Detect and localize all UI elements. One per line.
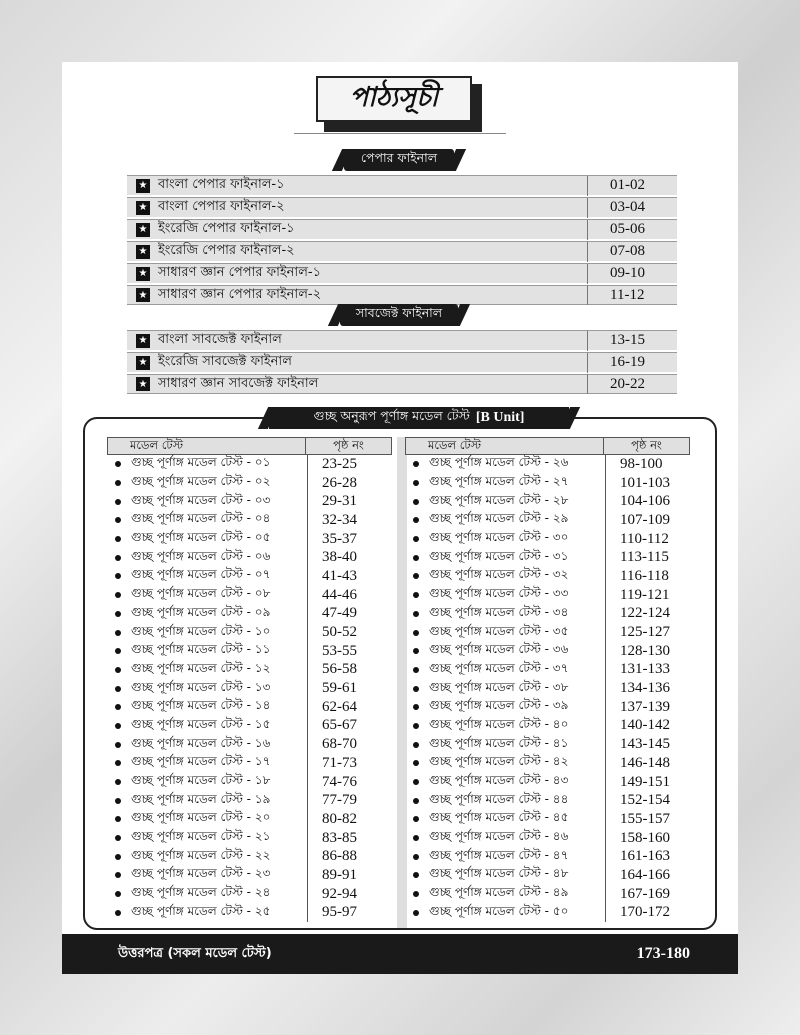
- model-test-row[interactable]: [405, 492, 690, 511]
- title-block: [316, 76, 484, 134]
- column-header-page: পৃষ্ঠ নং: [603, 438, 689, 454]
- model-test-name: গুচ্ছ পূর্ণাঙ্গ মডেল টেস্ট - ৩৮: [429, 679, 569, 694]
- model-test-row[interactable]: [107, 679, 392, 698]
- model-test-pages: 23-25: [307, 455, 392, 474]
- toc-row-pages: 16-19: [587, 353, 677, 373]
- bullet-icon: [115, 760, 121, 766]
- bullet-icon: [115, 536, 121, 542]
- toc-row-label: ইংরেজি পেপার ফাইনাল-১: [158, 221, 295, 236]
- toc-row-label: বাংলা পেপার ফাইনাল-১: [158, 177, 285, 192]
- bullet-icon: [413, 854, 419, 860]
- column-header: [405, 437, 690, 455]
- section-heading-subject-final: সাবজেক্ট ফাইনাল: [340, 304, 458, 326]
- bullet-icon: [413, 648, 419, 654]
- bullet-icon: [413, 891, 419, 897]
- bullet-icon: [115, 835, 121, 841]
- model-test-column-right: [405, 437, 690, 921]
- model-test-pages: 95-97: [307, 904, 392, 923]
- column-header: [107, 437, 392, 455]
- model-test-pages: 152-154: [605, 791, 690, 810]
- model-test-row[interactable]: [107, 567, 392, 586]
- bullet-icon: [115, 816, 121, 822]
- model-test-row[interactable]: [405, 829, 690, 848]
- toc-row-label: বাংলা পেপার ফাইনাল-২: [158, 199, 285, 214]
- toc-row-pages: 13-15: [587, 331, 677, 351]
- model-test-row[interactable]: [107, 810, 392, 829]
- model-test-pages: 77-79: [307, 791, 392, 810]
- model-test-pages: 122-124: [605, 605, 690, 624]
- model-test-pages: 89-91: [307, 866, 392, 885]
- model-test-name: গুচ্ছ পূর্ণাঙ্গ মডেল টেস্ট - ১৭: [131, 754, 271, 769]
- model-test-pages: 38-40: [307, 548, 392, 567]
- model-test-pages: 74-76: [307, 773, 392, 792]
- bullet-icon: [115, 573, 121, 579]
- model-test-pages: 53-55: [307, 642, 392, 661]
- bullet-icon: [115, 611, 121, 617]
- model-test-name: গুচ্ছ পূর্ণাঙ্গ মডেল টেস্ট - ১৬: [131, 735, 271, 750]
- model-test-name: গুচ্ছ পূর্ণাঙ্গ মডেল টেস্ট - ২৫: [131, 903, 271, 918]
- bullet-icon: [413, 798, 419, 804]
- model-test-name: গুচ্ছ পূর্ণাঙ্গ মডেল টেস্ট - ৪৪: [429, 791, 569, 806]
- model-test-column-left: [107, 437, 392, 921]
- model-test-row[interactable]: [405, 904, 690, 923]
- star-icon: ★: [136, 288, 150, 302]
- bullet-icon: [115, 499, 121, 505]
- model-test-pages: 107-109: [605, 511, 690, 530]
- model-test-row[interactable]: [107, 717, 392, 736]
- model-test-row[interactable]: [107, 754, 392, 773]
- model-test-name: গুচ্ছ পূর্ণাঙ্গ মডেল টেস্ট - ২০: [131, 810, 271, 825]
- model-test-name: গুচ্ছ পূর্ণাঙ্গ মডেল টেস্ট - ১২: [131, 660, 271, 675]
- model-test-heading-text: গুচ্ছ অনুরূপ পূর্ণাঙ্গ মডেল টেস্ট: [313, 408, 470, 423]
- toc-page: [62, 62, 738, 974]
- model-test-row[interactable]: [405, 735, 690, 754]
- toc-row-pages: 07-08: [587, 242, 677, 262]
- model-test-name: গুচ্ছ পূর্ণাঙ্গ মডেল টেস্ট - ০৮: [131, 586, 271, 601]
- bullet-icon: [413, 910, 419, 916]
- model-test-row[interactable]: [405, 511, 690, 530]
- toc-row-pages: 20-22: [587, 374, 677, 394]
- bullet-icon: [115, 461, 121, 467]
- model-test-pages: 137-139: [605, 698, 690, 717]
- answer-sheet-pages: 173-180: [636, 945, 690, 962]
- star-icon: ★: [136, 334, 150, 348]
- model-test-pages: 83-85: [307, 829, 392, 848]
- model-test-pages: 110-112: [605, 530, 690, 549]
- toc-row-pages: 09-10: [587, 264, 677, 284]
- model-test-name: গুচ্ছ পূর্ণাঙ্গ মডেল টেস্ট - ৪৩: [429, 773, 569, 788]
- bullet-icon: [413, 835, 419, 841]
- bullet-icon: [413, 573, 419, 579]
- bullet-icon: [115, 648, 121, 654]
- answer-sheet-label: উত্তরপত্র (সকল মডেল টেস্ট): [118, 945, 272, 961]
- model-test-name: গুচ্ছ পূর্ণাঙ্গ মডেল টেস্ট - ১৫: [131, 716, 271, 731]
- model-test-pages: 86-88: [307, 847, 392, 866]
- toc-row[interactable]: [127, 330, 677, 350]
- model-test-row[interactable]: [405, 773, 690, 792]
- column-header-test: মডেল টেস্ট: [130, 437, 184, 452]
- model-test-pages: 158-160: [605, 829, 690, 848]
- star-icon: ★: [136, 245, 150, 259]
- model-test-pages: 62-64: [307, 698, 392, 717]
- model-test-pages: 140-142: [605, 717, 690, 736]
- model-test-pages: 146-148: [605, 754, 690, 773]
- model-test-row[interactable]: [405, 698, 690, 717]
- model-test-name: গুচ্ছ পূর্ণাঙ্গ মডেল টেস্ট - ২৭: [429, 474, 569, 489]
- model-test-row[interactable]: [405, 810, 690, 829]
- model-test-name: গুচ্ছ পূর্ণাঙ্গ মডেল টেস্ট - ৩৬: [429, 642, 569, 657]
- model-test-rows-left: [107, 455, 392, 922]
- bullet-icon: [413, 686, 419, 692]
- bullet-icon: [413, 611, 419, 617]
- model-test-row[interactable]: [405, 679, 690, 698]
- bullet-icon: [413, 499, 419, 505]
- toc-row-label: বাংলা সাবজেক্ট ফাইনাল: [158, 332, 282, 347]
- model-test-name: গুচ্ছ পূর্ণাঙ্গ মডেল টেস্ট - ৪৮: [429, 866, 569, 881]
- toc-row-label: সাধারণ জ্ঞান সাবজেক্ট ফাইনাল: [158, 375, 319, 391]
- bullet-icon: [115, 854, 121, 860]
- toc-row[interactable]: [127, 285, 677, 305]
- model-test-name: গুচ্ছ পূর্ণাঙ্গ মডেল টেস্ট - ০১: [131, 455, 271, 470]
- model-test-name: গুচ্ছ পূর্ণাঙ্গ মডেল টেস্ট - ৩২: [429, 567, 569, 582]
- model-test-pages: 32-34: [307, 511, 392, 530]
- answer-sheet-bar[interactable]: [62, 934, 738, 974]
- model-test-row[interactable]: [107, 623, 392, 642]
- model-test-pages: 35-37: [307, 530, 392, 549]
- model-test-name: গুচ্ছ পূর্ণাঙ্গ মডেল টেস্ট - ৪৫: [429, 810, 569, 825]
- star-icon: ★: [136, 356, 150, 370]
- model-test-name: গুচ্ছ পূর্ণাঙ্গ মডেল টেস্ট - ৪২: [429, 754, 569, 769]
- bullet-icon: [115, 592, 121, 598]
- toc-row-label: ইংরেজি সাবজেক্ট ফাইনাল: [158, 354, 292, 369]
- model-test-pages: 170-172: [605, 904, 690, 923]
- bullet-icon: [115, 742, 121, 748]
- bullet-icon: [115, 667, 121, 673]
- model-test-pages: 116-118: [605, 567, 690, 586]
- bullet-icon: [413, 667, 419, 673]
- model-test-name: গুচ্ছ পূর্ণাঙ্গ মডেল টেস্ট - ১০: [131, 623, 271, 638]
- model-test-name: গুচ্ছ পূর্ণাঙ্গ মডেল টেস্ট - ১৩: [131, 679, 271, 694]
- toc-row[interactable]: [127, 352, 677, 372]
- model-test-name: গুচ্ছ পূর্ণাঙ্গ মডেল টেস্ট - ০২: [131, 474, 271, 489]
- model-test-pages: 98-100: [605, 455, 690, 474]
- model-test-row[interactable]: [405, 623, 690, 642]
- model-test-row[interactable]: [405, 754, 690, 773]
- model-test-pages: 167-169: [605, 885, 690, 904]
- bullet-icon: [115, 517, 121, 523]
- bullet-icon: [115, 872, 121, 878]
- model-test-unit: [B Unit]: [475, 410, 525, 425]
- model-test-row[interactable]: [405, 605, 690, 624]
- model-test-name: গুচ্ছ পূর্ণাঙ্গ মডেল টেস্ট - ৩০: [429, 530, 569, 545]
- model-test-row[interactable]: [405, 474, 690, 493]
- model-test-row[interactable]: [107, 511, 392, 530]
- model-test-name: গুচ্ছ পূর্ণাঙ্গ মডেল টেস্ট - ১১: [131, 642, 271, 657]
- model-test-name: গুচ্ছ পূর্ণাঙ্গ মডেল টেস্ট - ২৩: [131, 866, 271, 881]
- model-test-pages: 26-28: [307, 474, 392, 493]
- model-test-row[interactable]: [405, 455, 690, 474]
- bullet-icon: [115, 798, 121, 804]
- model-test-box: [83, 408, 717, 930]
- model-test-row[interactable]: [405, 567, 690, 586]
- model-test-row[interactable]: [405, 586, 690, 605]
- model-test-row[interactable]: [107, 904, 392, 923]
- bullet-icon: [413, 779, 419, 785]
- model-test-name: গুচ্ছ পূর্ণাঙ্গ মডেল টেস্ট - ৩৫: [429, 623, 569, 638]
- model-test-row[interactable]: [107, 773, 392, 792]
- model-test-name: গুচ্ছ পূর্ণাঙ্গ মডেল টেস্ট - ১৯: [131, 791, 271, 806]
- toc-row[interactable]: [127, 263, 677, 283]
- model-test-row[interactable]: [107, 455, 392, 474]
- model-test-row[interactable]: [107, 605, 392, 624]
- model-test-pages: 134-136: [605, 679, 690, 698]
- toc-row-pages: 01-02: [587, 176, 677, 196]
- model-test-name: গুচ্ছ পূর্ণাঙ্গ মডেল টেস্ট - ৩৭: [429, 660, 569, 675]
- toc-row-pages: 11-12: [587, 285, 677, 305]
- model-test-pages: 101-103: [605, 474, 690, 493]
- model-test-name: গুচ্ছ পূর্ণাঙ্গ মডেল টেস্ট - ৪৬: [429, 829, 569, 844]
- model-test-pages: 50-52: [307, 623, 392, 642]
- bullet-icon: [115, 630, 121, 636]
- model-test-name: গুচ্ছ পূর্ণাঙ্গ মডেল টেস্ট - ৪১: [429, 735, 569, 750]
- model-test-row[interactable]: [405, 791, 690, 810]
- bullet-icon: [115, 723, 121, 729]
- model-test-name: গুচ্ছ পূর্ণাঙ্গ মডেল টেস্ট - ০৩: [131, 492, 271, 507]
- model-test-pages: 59-61: [307, 679, 392, 698]
- toc-row[interactable]: [127, 175, 677, 195]
- model-test-name: গুচ্ছ পূর্ণাঙ্গ মডেল টেস্ট - ২৮: [429, 492, 569, 507]
- bullet-icon: [115, 704, 121, 710]
- model-test-name: গুচ্ছ পূর্ণাঙ্গ মডেল টেস্ট - ১৪: [131, 698, 271, 713]
- model-test-row[interactable]: [107, 548, 392, 567]
- model-test-name: গুচ্ছ পূর্ণাঙ্গ মডেল টেস্ট - ৪৯: [429, 885, 569, 900]
- page-title: পাঠ্যসূচী: [316, 76, 472, 122]
- model-test-row[interactable]: [107, 829, 392, 848]
- bullet-icon: [413, 742, 419, 748]
- model-test-name: গুচ্ছ পূর্ণাঙ্গ মডেল টেস্ট - ৫০: [429, 903, 569, 918]
- model-test-pages: 143-145: [605, 735, 690, 754]
- model-test-pages: 68-70: [307, 735, 392, 754]
- toc-row-pages: 05-06: [587, 220, 677, 240]
- model-test-pages: 44-46: [307, 586, 392, 605]
- model-test-row[interactable]: [107, 530, 392, 549]
- model-test-name: গুচ্ছ পূর্ণাঙ্গ মডেল টেস্ট - ৩৪: [429, 604, 569, 619]
- model-test-name: গুচ্ছ পূর্ণাঙ্গ মডেল টেস্ট - ০৪: [131, 511, 271, 526]
- column-header-test: মডেল টেস্ট: [428, 437, 482, 452]
- model-test-name: গুচ্ছ পূর্ণাঙ্গ মডেল টেস্ট - ৪০: [429, 716, 569, 731]
- model-test-row[interactable]: [107, 492, 392, 511]
- model-test-pages: 164-166: [605, 866, 690, 885]
- toc-row[interactable]: [127, 241, 677, 261]
- bullet-icon: [115, 910, 121, 916]
- model-test-name: গুচ্ছ পূর্ণাঙ্গ মডেল টেস্ট - ০৭: [131, 567, 271, 582]
- model-test-row[interactable]: [405, 661, 690, 680]
- model-test-row[interactable]: [107, 586, 392, 605]
- model-test-pages: 125-127: [605, 623, 690, 642]
- model-test-name: গুচ্ছ পূর্ণাঙ্গ মডেল টেস্ট - ৪৭: [429, 847, 569, 862]
- bullet-icon: [413, 760, 419, 766]
- title-rule: [294, 133, 506, 134]
- model-test-name: গুচ্ছ পূর্ণাঙ্গ মডেল টেস্ট - ০৯: [131, 604, 271, 619]
- model-test-name: গুচ্ছ পূর্ণাঙ্গ মডেল টেস্ট - ১৮: [131, 773, 271, 788]
- star-icon: ★: [136, 179, 150, 193]
- model-test-pages: 149-151: [605, 773, 690, 792]
- star-icon: ★: [136, 201, 150, 215]
- model-test-row[interactable]: [107, 698, 392, 717]
- bullet-icon: [413, 630, 419, 636]
- model-test-pages: 155-157: [605, 810, 690, 829]
- model-test-pages: 41-43: [307, 567, 392, 586]
- model-test-row[interactable]: [405, 847, 690, 866]
- bullet-icon: [413, 555, 419, 561]
- bullet-icon: [413, 461, 419, 467]
- model-test-row[interactable]: [107, 847, 392, 866]
- model-test-row[interactable]: [107, 866, 392, 885]
- star-icon: ★: [136, 377, 150, 391]
- bullet-icon: [413, 704, 419, 710]
- toc-row[interactable]: [127, 374, 677, 394]
- bullet-icon: [115, 779, 121, 785]
- model-test-row[interactable]: [405, 548, 690, 567]
- model-test-heading: [269, 407, 569, 429]
- model-test-row[interactable]: [107, 474, 392, 493]
- column-header-page: পৃষ্ঠ নং: [305, 438, 391, 454]
- bullet-icon: [413, 480, 419, 486]
- bullet-icon: [413, 816, 419, 822]
- model-test-pages: 119-121: [605, 586, 690, 605]
- model-test-pages: 65-67: [307, 717, 392, 736]
- toc-row-pages: 03-04: [587, 198, 677, 218]
- model-test-name: গুচ্ছ পূর্ণাঙ্গ মডেল টেস্ট - ৩৯: [429, 698, 569, 713]
- bullet-icon: [115, 480, 121, 486]
- bullet-icon: [413, 723, 419, 729]
- bullet-icon: [413, 536, 419, 542]
- model-test-pages: 92-94: [307, 885, 392, 904]
- model-test-pages: 131-133: [605, 661, 690, 680]
- model-test-pages: 128-130: [605, 642, 690, 661]
- section-heading-paper-final: পেপার ফাইনাল: [344, 149, 454, 171]
- star-icon: ★: [136, 267, 150, 281]
- model-test-pages: 71-73: [307, 754, 392, 773]
- bullet-icon: [115, 555, 121, 561]
- toc-row[interactable]: [127, 219, 677, 239]
- star-icon: ★: [136, 223, 150, 237]
- model-test-pages: 29-31: [307, 492, 392, 511]
- model-test-pages: 104-106: [605, 492, 690, 511]
- model-test-name: গুচ্ছ পূর্ণাঙ্গ মডেল টেস্ট - ০৬: [131, 548, 271, 563]
- model-test-pages: 56-58: [307, 661, 392, 680]
- model-test-name: গুচ্ছ পূর্ণাঙ্গ মডেল টেস্ট - ২১: [131, 829, 271, 844]
- model-test-name: গুচ্ছ পূর্ণাঙ্গ মডেল টেস্ট - ২২: [131, 847, 271, 862]
- model-test-row[interactable]: [405, 642, 690, 661]
- bullet-icon: [413, 592, 419, 598]
- model-test-pages: 161-163: [605, 847, 690, 866]
- model-test-row[interactable]: [107, 791, 392, 810]
- model-test-row[interactable]: [107, 642, 392, 661]
- model-test-rows-right: [405, 455, 690, 922]
- model-test-row[interactable]: [107, 661, 392, 680]
- model-test-row[interactable]: [405, 717, 690, 736]
- model-test-row[interactable]: [107, 885, 392, 904]
- model-test-pages: 80-82: [307, 810, 392, 829]
- model-test-pages: 113-115: [605, 548, 690, 567]
- model-test-name: গুচ্ছ পূর্ণাঙ্গ মডেল টেস্ট - ২৪: [131, 885, 271, 900]
- model-test-name: গুচ্ছ পূর্ণাঙ্গ মডেল টেস্ট - ২৯: [429, 511, 569, 526]
- model-test-row[interactable]: [107, 735, 392, 754]
- toc-row-label: ইংরেজি পেপার ফাইনাল-২: [158, 243, 295, 258]
- model-test-name: গুচ্ছ পূর্ণাঙ্গ মডেল টেস্ট - ০৫: [131, 530, 271, 545]
- model-test-name: গুচ্ছ পূর্ণাঙ্গ মডেল টেস্ট - ২৬: [429, 455, 569, 470]
- model-test-pages: 47-49: [307, 605, 392, 624]
- model-test-row[interactable]: [405, 885, 690, 904]
- bullet-icon: [413, 872, 419, 878]
- model-test-name: গুচ্ছ পূর্ণাঙ্গ মডেল টেস্ট - ৩১: [429, 548, 569, 563]
- toc-row[interactable]: [127, 197, 677, 217]
- bullet-icon: [115, 891, 121, 897]
- model-test-row[interactable]: [405, 530, 690, 549]
- model-test-name: গুচ্ছ পূর্ণাঙ্গ মডেল টেস্ট - ৩৩: [429, 586, 569, 601]
- toc-row-label: সাধারণ জ্ঞান পেপার ফাইনাল-২: [158, 286, 322, 302]
- bullet-icon: [115, 686, 121, 692]
- model-test-row[interactable]: [405, 866, 690, 885]
- bullet-icon: [413, 517, 419, 523]
- toc-row-label: সাধারণ জ্ঞান পেপার ফাইনাল-১: [158, 265, 322, 280]
